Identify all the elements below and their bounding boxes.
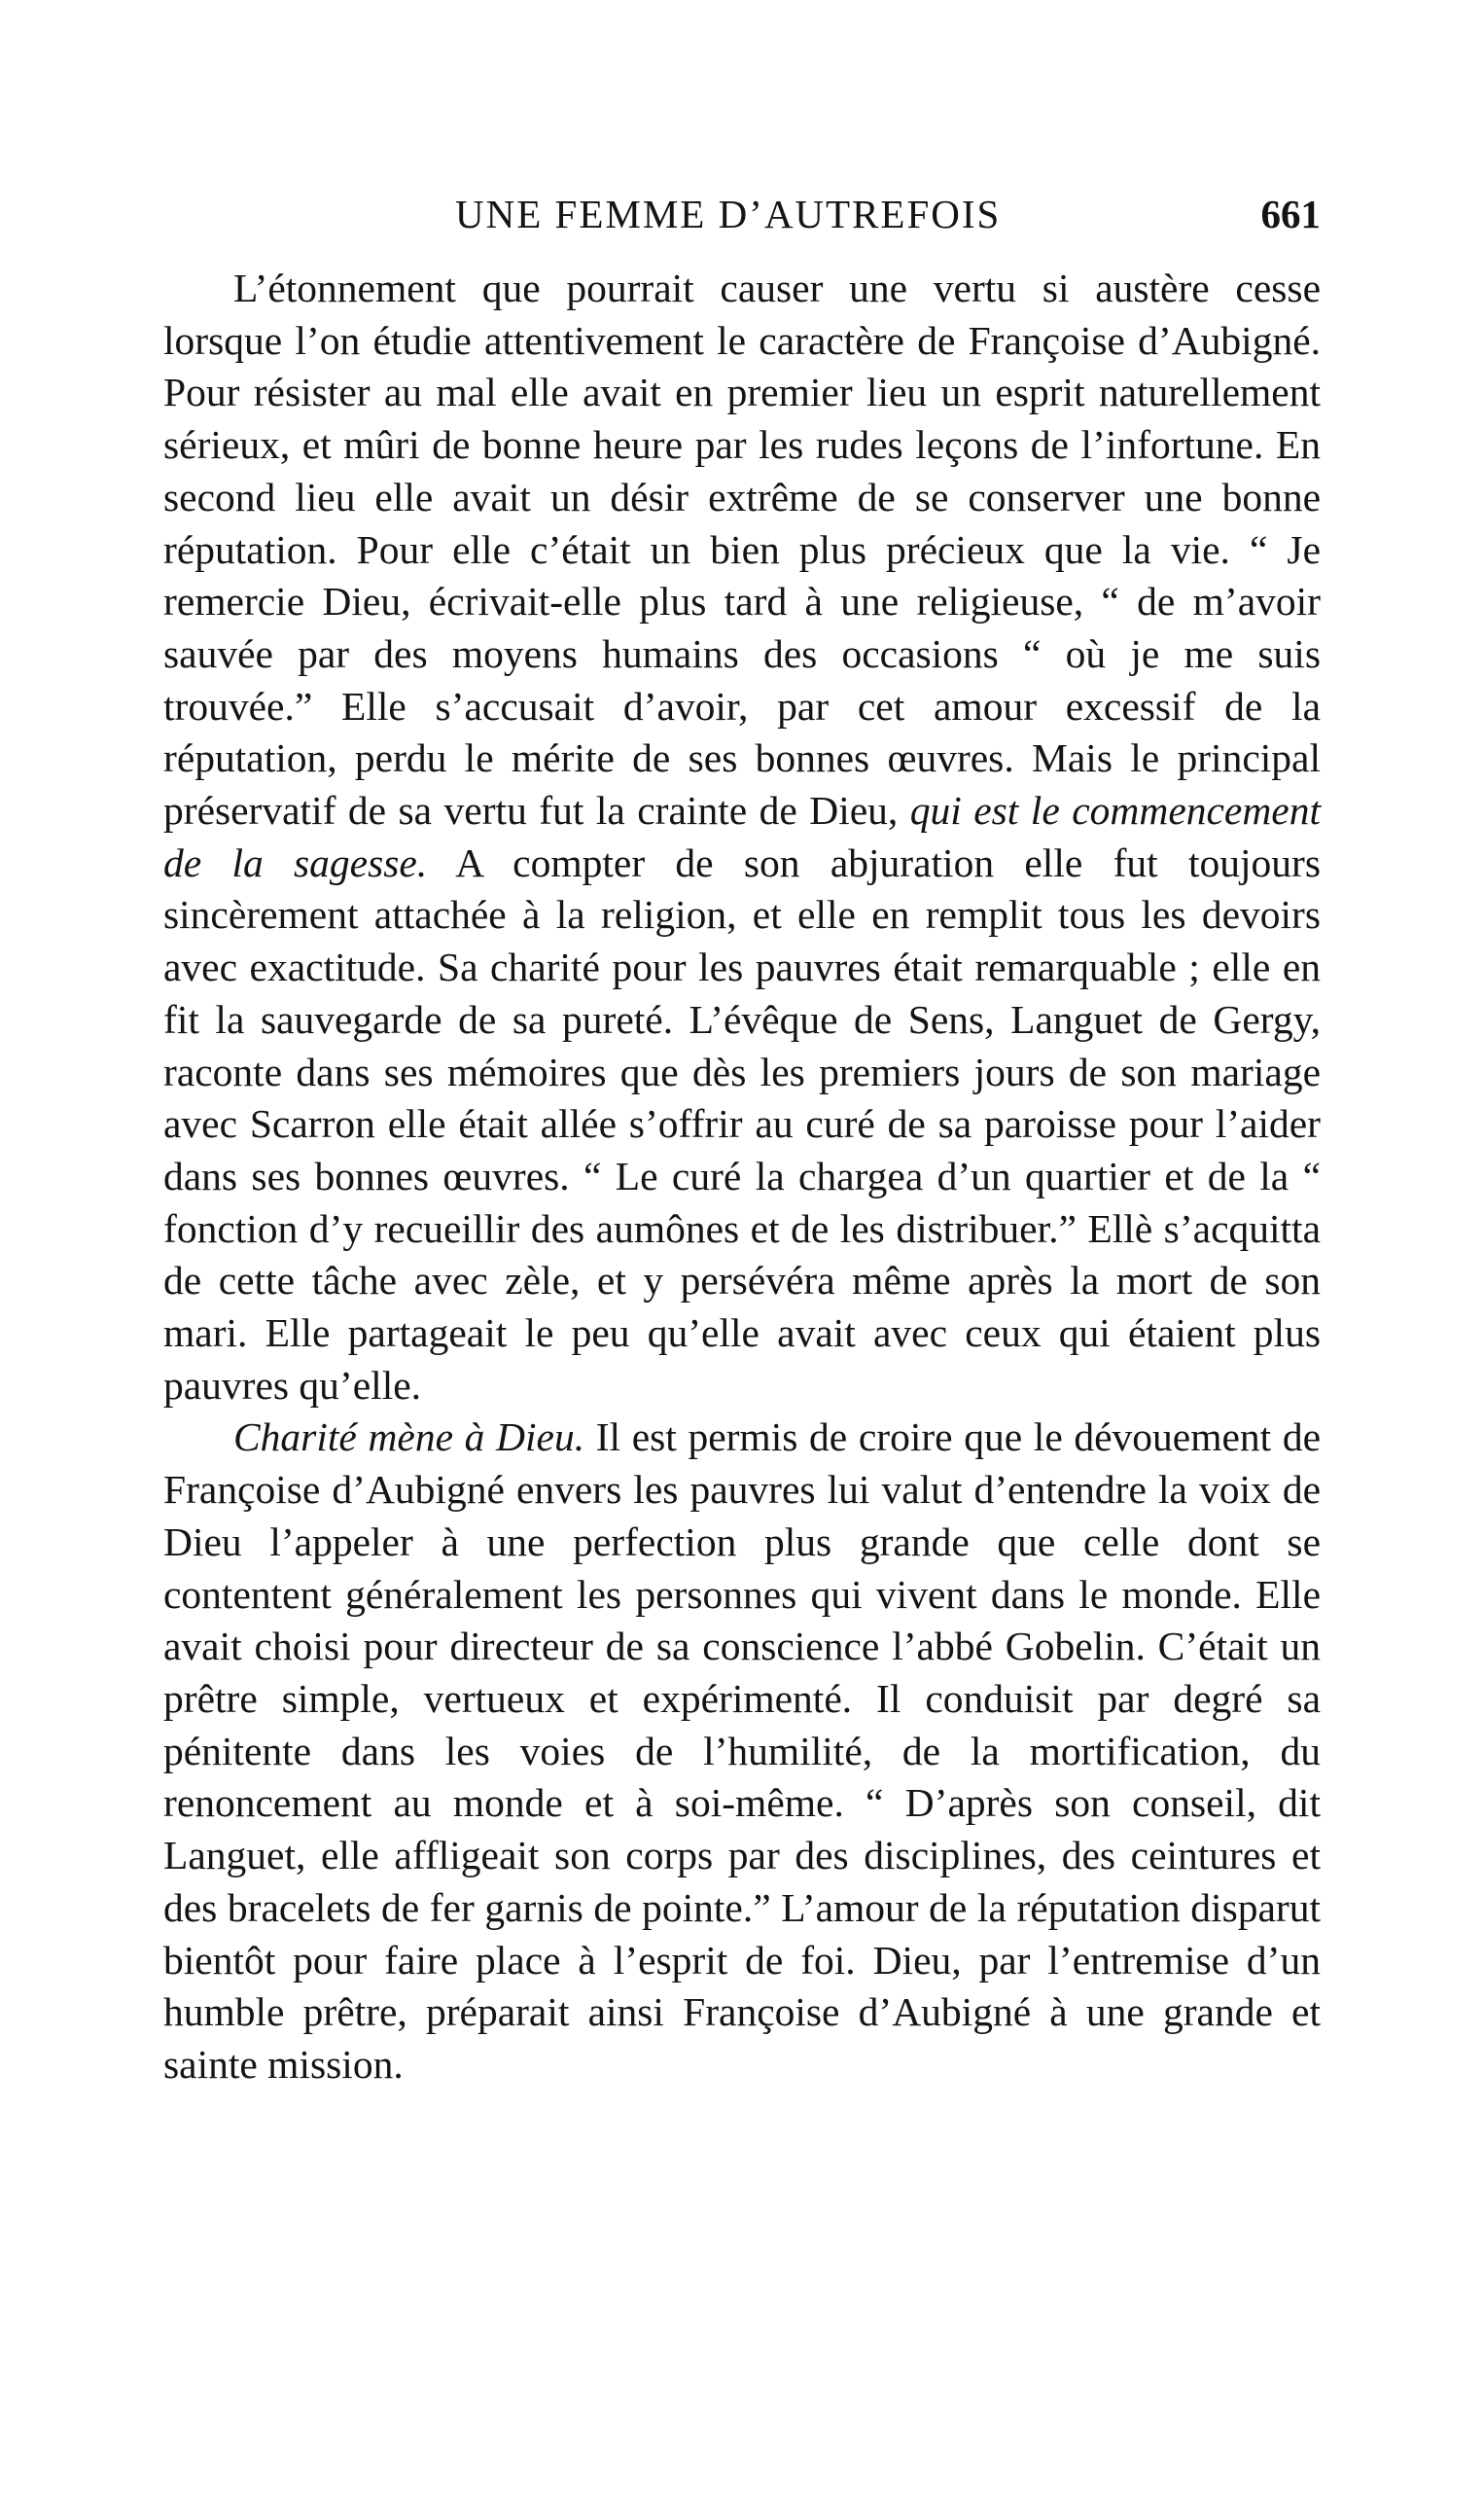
body-text [163,263,1321,2091]
paragraph-2-text: Il est permis de croire que le dévouement de Françoise d’Aubigné envers les pauvres lui valut d’entendre la voix de Dieu l’appeler à une perfection plus grande que celle dont se contentent généralement les personnes qui vivent dans le monde. Elle avait choisi pour directeur de sa conscience l’abbé Gobelin. C’était un prêtre simple, vertueux et expérimenté. Il conduisit par degré sa pénitente dans les voies de l’humilité, de la mortification, du renoncement au monde et à soi-même. “ D’après son conseil, dit Languet, elle affligeait son corps par des disciplines, des ceintures et des bracelets de fer garnis de pointe.” L’amour de la réputation disparut bientôt pour faire place à l’esprit de foi. Dieu, par l’entremise d’un humble prêtre, préparait ainsi Françoise d’Aubigné à une grande et sainte mission. [163,1414,1321,2087]
running-title: UNE FEMME D’AUTREFOIS [455,192,1002,236]
page-number: 661 [1260,192,1321,236]
paragraph-1-text-1: L’étonnement que pourrait causer une vertu si austère cesse lorsque l’on étudie attentivement le caractère de Françoise d’Aubigné. Pour résister au mal elle avait en premier lieu un esprit naturellement sérieux, et mûri de bonne heure par les rudes leçons de l’infortune. En second lieu elle avait un désir extrême de se conserver une bonne réputation. Pour elle c’était un bien plus précieux que la vie. “ Je remercie Dieu, écrivait-elle plus tard à une religieuse, “ de m’avoir sauvée par des moyens humains des occasions “ où je me suis trouvée.” Elle s’accusait d’avoir, par cet amour excessif de la réputation, perdu le mérite de ses bonnes œuvres. Mais le principal préservatif de sa vertu fut la crainte de Dieu, [163,266,1321,834]
running-head [163,185,1321,243]
paragraph-1-text-2: A compter de son abjuration elle fut toujours sincèrement attachée à la religion, et elle en remplit tous les devoirs avec exactitude. Sa charité pour les pauvres était remarquable ; elle en fit la sauvegarde de sa pureté. L’évêque de Sens, Languet de Gergy, raconte dans ses mémoires que dès les premiers jours de son mariage avec Scarron elle était allée s’offrir au curé de sa paroisse pour l’aider dans ses bonnes œuvres. “ Le curé la chargea d’un quartier et de la “ fonction d’y recueillir des aumônes et de les distribuer.” Ellè s’acquitta de cette tâche avec zèle, et y persévéra même après la mort de son mari. Elle partageait le peu qu’elle avait avec ceux qui étaient plus pauvres qu’elle. [163,840,1321,1408]
paragraph-1 [163,263,1321,1412]
paragraph-1-italic-phrase: qui est le commencement de la sagesse. [163,788,1322,885]
paragraph-2-italic-lead: Charité mène à Dieu. [233,1414,585,1460]
paragraph-2 [163,1412,1321,2091]
